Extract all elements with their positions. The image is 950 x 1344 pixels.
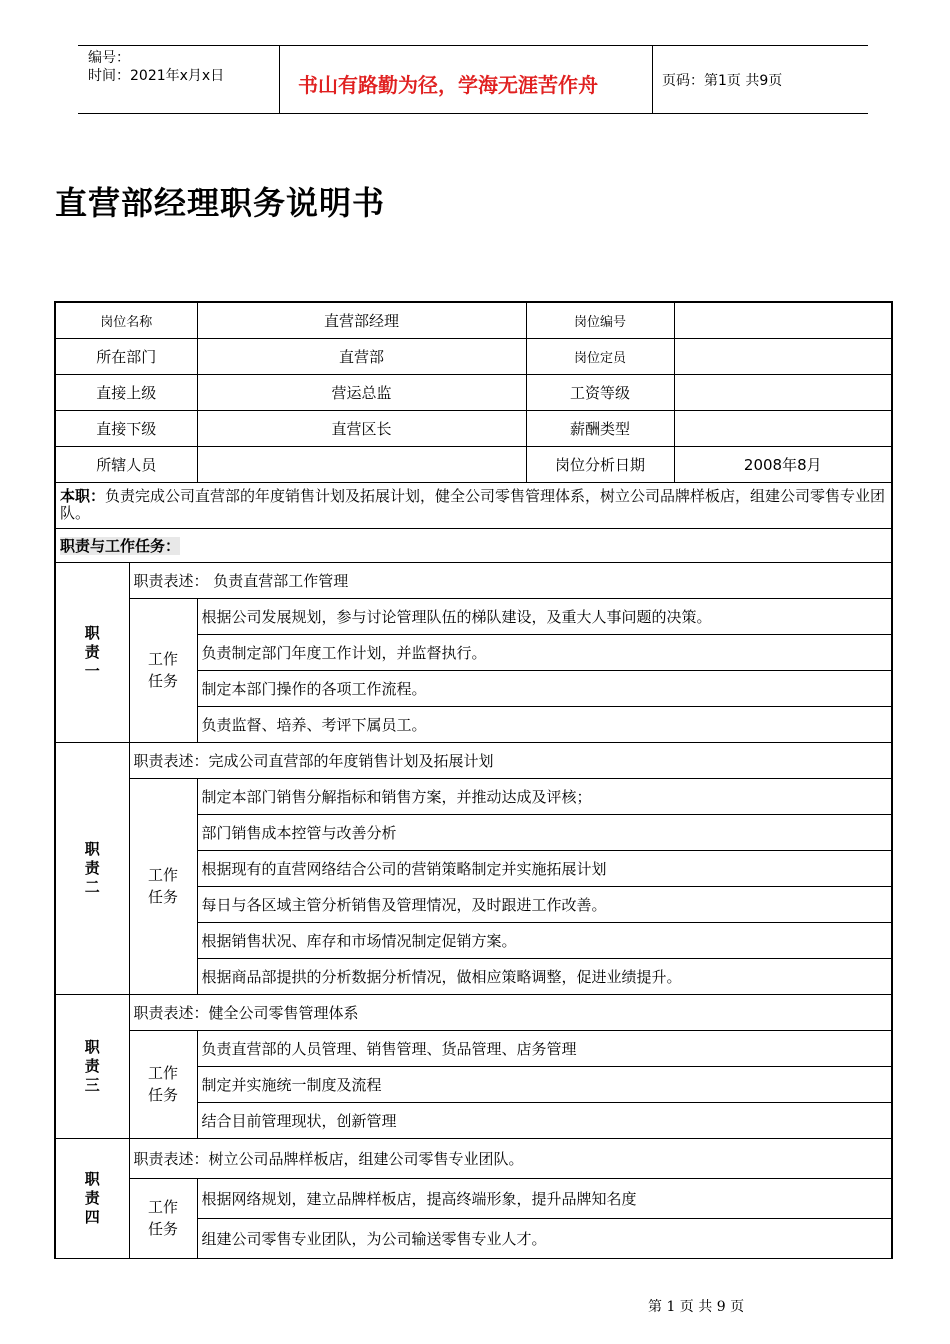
duty-1-name-char: 责 [84,642,100,661]
label-department: 所在部门 [55,338,197,374]
duty-1-task: 负责制定部门年度工作计划，并监督执行。 [197,634,892,670]
duty-1-name-char: 职 [84,623,100,642]
summary-text: 负责完成公司直营部的年度销售计划及拓展计划，健全公司零售管理体系，树立公司品牌样板店，组建公司零售专业团队。 [60,487,886,522]
duty-4-statement-row [55,1138,892,1178]
info-row-subordinate [55,410,892,446]
duty-3-name-char: 职 [84,1037,100,1056]
duty-2-task: 根据商品部提拱的分析数据分析情况，做相应策略调整，促进业绩提升。 [197,958,892,994]
info-row-staff [55,446,892,482]
label-salary-grade: 工资等级 [526,374,674,410]
duty-3-name [55,994,129,1138]
value-salary-grade [674,374,892,410]
duty-2-name-char: 责 [84,858,100,877]
duty-3-statement-row [55,994,892,1030]
label-direct-superior: 直接上级 [55,374,197,410]
duty-2-name-char: 二 [84,877,100,896]
page-footer: 第 1 页 共 9 页 [648,1299,745,1315]
duty-2-statement-row [55,742,892,778]
label-salary-type: 薪酬类型 [526,410,674,446]
duty-2-task: 部门销售成本控管与改善分析 [197,814,892,850]
duty-4-name-char: 四 [84,1207,100,1226]
duty-3-task-row [55,1030,892,1066]
header-number-label: 编号： [88,50,130,66]
info-row-position [55,302,892,338]
value-headcount [674,338,892,374]
duty-2-task: 根据现有的直营网络结合公司的营销策略制定并实施拓展计划 [197,850,892,886]
duty-4-name-char: 责 [84,1188,100,1207]
summary-label: 本职： [60,487,106,505]
header-bottom-rule [78,113,868,114]
info-row-superior [55,374,892,410]
summary-cell [55,482,892,528]
duty-4-task: 组建公司零售专业团队，为公司输送零售专业人才。 [197,1218,892,1258]
header-page-info: 页码：第1页 共9页 [662,73,783,89]
work-label-line1: 工作 [148,1064,179,1082]
value-position-name: 直营部经理 [197,302,526,338]
label-direct-subordinate: 直接下级 [55,410,197,446]
job-description-table [54,301,893,1259]
duty-4-task-row [55,1178,892,1218]
duty-1-work-label [129,598,197,742]
duty-1-task: 负责监督、培养、考评下属员工。 [197,706,892,742]
duty-2-task-row [55,778,892,814]
duty-2-task: 每日与各区域主管分析销售及管理情况，及时跟进工作改善。 [197,886,892,922]
work-label-line1: 工作 [148,650,179,668]
value-position-code [674,302,892,338]
duties-header: 职责与工作任务： [60,536,181,555]
value-staff [197,446,526,482]
duty-4-task: 根据网络规划，建立品牌样板店，提高终端形象，提升品牌知名度 [197,1178,892,1218]
duty-4-name-char: 职 [84,1169,100,1188]
duties-header-row [55,528,892,562]
duty-4-statement: 职责表述：树立公司品牌样板店，组建公司零售专业团队。 [129,1138,892,1178]
label-headcount: 岗位定员 [526,338,674,374]
duty-2-name-char: 职 [84,839,100,858]
duty-1-task: 制定本部门操作的各项工作流程。 [197,670,892,706]
header-divider-left [279,45,280,113]
header-divider-right [652,45,653,113]
duty-1-name-char: 一 [84,661,100,680]
duty-3-work-label [129,1030,197,1138]
work-label-line2: 任务 [148,1220,179,1238]
duty-1-statement: 职责表述： 负责直营部工作管理 [129,562,892,598]
label-staff: 所辖人员 [55,446,197,482]
duty-1-task-row [55,598,892,634]
work-label-line1: 工作 [148,866,179,884]
duty-2-statement: 职责表述：完成公司直营部的年度销售计划及拓展计划 [129,742,892,778]
duty-3-statement: 职责表述：健全公司零售管理体系 [129,994,892,1030]
duty-2-name [55,742,129,994]
duty-2-task: 根据销售状况、库存和市场情况制定促销方案。 [197,922,892,958]
header-motto: 书山有路勤为径，学海无涯苦作舟 [298,73,598,97]
duty-3-task: 结合目前管理现状，创新管理 [197,1102,892,1138]
label-analysis-date: 岗位分析日期 [526,446,674,482]
header-top-rule [78,45,868,46]
duty-1-task: 根据公司发展规划，参与讨论管理队伍的梯队建设，及重大人事问题的决策。 [197,598,892,634]
label-position-name: 岗位名称 [55,302,197,338]
duty-4-work-label [129,1178,197,1258]
duty-2-task: 制定本部门销售分解指标和销售方案，并推动达成及评核； [197,778,892,814]
duties-header-cell [55,528,892,562]
summary-row [55,482,892,528]
work-label-line1: 工作 [148,1198,179,1216]
work-label-line2: 任务 [148,888,179,906]
header-time-label: 时间：2021年x月x日 [88,68,225,84]
duty-1-name [55,562,129,742]
duty-3-name-char: 责 [84,1056,100,1075]
value-direct-subordinate: 直营区长 [197,410,526,446]
info-row-department [55,338,892,374]
duty-4-name [55,1138,129,1258]
value-analysis-date: 2008年8月 [674,446,892,482]
duty-2-work-label [129,778,197,994]
duty-3-name-char: 三 [84,1075,100,1094]
work-label-line2: 任务 [148,1086,179,1104]
duty-3-task: 制定并实施统一制度及流程 [197,1066,892,1102]
value-direct-superior: 营运总监 [197,374,526,410]
work-label-line2: 任务 [148,672,179,690]
document-title: 直营部经理职务说明书 [55,184,386,222]
value-salary-type [674,410,892,446]
label-position-code: 岗位编号 [526,302,674,338]
duty-3-task: 负责直营部的人员管理、销售管理、货品管理、店务管理 [197,1030,892,1066]
value-department: 直营部 [197,338,526,374]
duty-1-statement-row [55,562,892,598]
